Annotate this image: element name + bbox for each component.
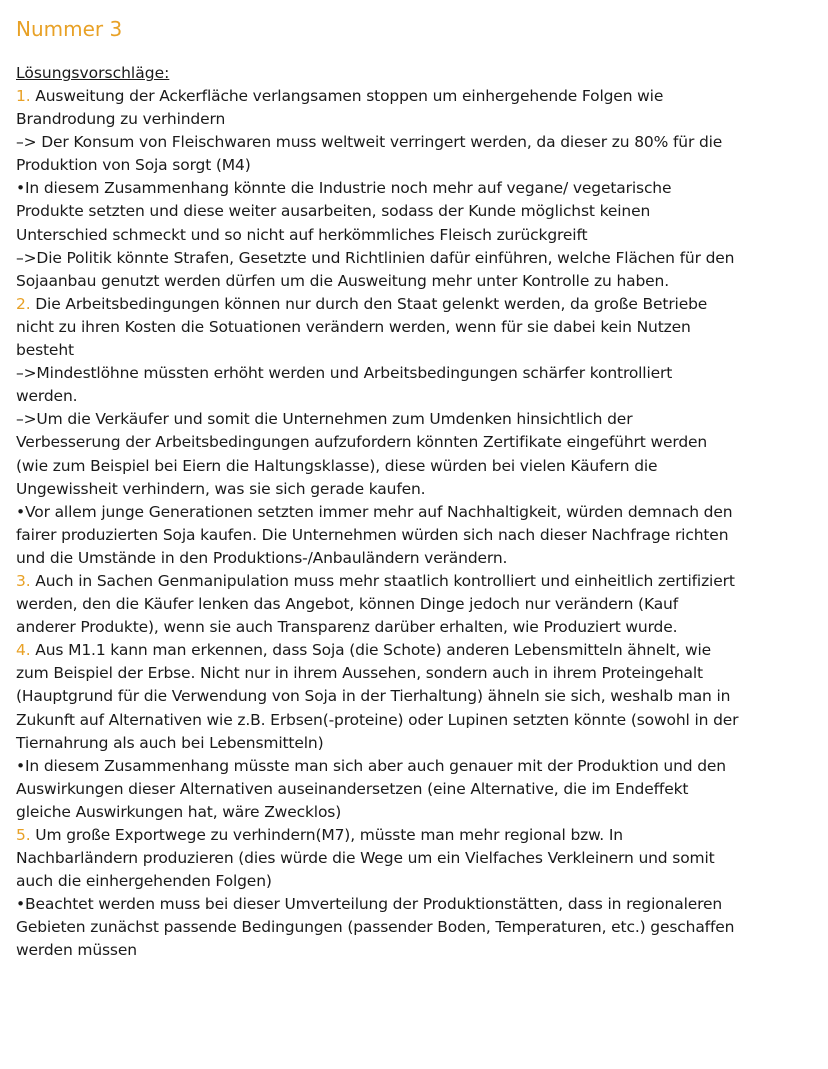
text-line	[16, 177, 816, 200]
line-text: werden.	[16, 387, 78, 406]
text-line	[16, 662, 816, 685]
line-text: fairer produzierten Soja kaufen. Die Unternehmen würden sich nach dieser Nachfrage richten	[16, 525, 729, 544]
text-line	[16, 939, 816, 962]
line-text: Gebieten zunächst passende Bedingungen (passender Boden, Temperaturen, etc.) geschaffen	[16, 918, 735, 937]
text-line	[16, 200, 816, 223]
line-text: nicht zu ihren Kosten die Sotuationen verändern werden, wenn für sie dabei kein Nutzen	[16, 317, 691, 336]
text-body	[16, 85, 816, 963]
line-text: Tiernahrung als auch bei Lebensmitteln)	[16, 733, 324, 752]
text-line	[16, 408, 816, 431]
line-text: zum Beispiel der Erbse. Nicht nur in ihrem Aussehen, sondern auch in ihrem Proteingehalt	[16, 664, 703, 683]
line-text: Um große Exportwege zu verhindern(M7), müsste man mehr regional bzw. In	[30, 826, 623, 844]
line-text: –>Mindestlöhne müssten erhöht werden und Arbeitsbedingungen schärfer kontrolliert	[16, 364, 673, 383]
page-title: Nummer 3	[16, 17, 123, 41]
text-line	[16, 339, 816, 362]
line-text: Aus M1.1 kann man erkennen, dass Soja (die Schote) anderen Lebensmitteln ähnelt, wie	[30, 641, 712, 660]
text-line	[16, 916, 816, 939]
text-line	[16, 801, 816, 824]
line-text: Produkte setzten und diese weiter ausarbeiten, sodass der Kunde möglichst keinen	[16, 202, 651, 221]
list-number: 3.	[16, 571, 31, 590]
line-text: •Beachtet werden muss bei dieser Umverteilung der Produktionstätten, dass in regionaleren	[16, 895, 723, 914]
text-line	[16, 501, 816, 524]
text-line	[16, 131, 816, 154]
text-line	[16, 685, 816, 708]
line-text: •In diesem Zusammenhang müsste man sich aber auch genauer mit der Produktion und den	[16, 756, 726, 775]
text-line	[16, 270, 816, 293]
text-line	[16, 847, 816, 870]
text-line	[16, 524, 816, 547]
line-text: Brandrodung zu verhindern	[16, 110, 226, 129]
line-text: Ungewissheit verhindern, was sie sich gerade kaufen.	[16, 479, 426, 498]
document-page	[16, 14, 816, 963]
line-text: Nachbarländern produzieren (dies würde die Wege um ein Vielfaches Verkleinern und somit	[16, 849, 715, 868]
list-number: 5.	[16, 826, 31, 844]
line-text: •In diesem Zusammenhang könnte die Industrie noch mehr auf vegane/ vegetarische	[16, 179, 672, 198]
text-line	[16, 431, 816, 454]
text-line	[16, 732, 816, 755]
text-line	[16, 455, 816, 478]
text-line	[16, 316, 816, 339]
line-text: –>Um die Verkäufer und somit die Unternehmen zum Umdenken hinsichtlich der	[16, 410, 633, 429]
line-text: Die Arbeitsbedingungen können nur durch den Staat gelenkt werden, da große Betriebe	[30, 294, 708, 313]
line-text: auch die einhergehenden Folgen)	[16, 872, 272, 891]
line-text: werden, den die Käufer lenken das Angebot, können Dinge jedoch nur verändern (Kauf	[16, 595, 679, 614]
line-text: besteht	[16, 341, 74, 360]
text-line	[16, 547, 816, 570]
line-text: (Hauptgrund für die Verwendung von Soja in der Tierhaltung) ähneln sie sich, weshalb man in	[16, 687, 731, 706]
line-text: –>Die Politik könnte Strafen, Gesetzte und Richtlinien dafür einführen, welche Flächen für den	[16, 248, 735, 267]
line-text: Auswirkungen dieser Alternativen auseinandersetzen (eine Alternative, die im Endeffekt	[16, 779, 689, 798]
section-subtitle: Lösungsvorschläge:	[16, 64, 170, 82]
line-text: Auch in Sachen Genmanipulation muss mehr staatlich kontrolliert und einheitlich zertifiziert	[30, 571, 735, 590]
line-text: Verbesserung der Arbeitsbedingungen aufzufordern könnten Zertifikate eingeführt werden	[16, 433, 708, 452]
line-text: werden müssen	[16, 941, 137, 960]
text-line	[16, 108, 816, 131]
text-line	[16, 247, 816, 270]
line-text: Produktion von Soja sorgt (M4)	[16, 156, 251, 175]
text-line	[16, 85, 816, 108]
text-line	[16, 478, 816, 501]
list-number: 4.	[16, 641, 31, 660]
line-text: gleiche Auswirkungen hat, wäre Zwecklos)	[16, 802, 342, 821]
text-line	[16, 616, 816, 639]
text-line	[16, 385, 816, 408]
line-text: Zukunft auf Alternativen wie z.B. Erbsen(-proteine) oder Lupinen setzten könnte (sowohl in der	[16, 710, 739, 729]
text-line	[16, 824, 816, 847]
line-text: Sojaanbau genutzt werden dürfen um die Ausweitung mehr unter Kontrolle zu haben.	[16, 271, 669, 290]
text-line	[16, 362, 816, 385]
line-text: Unterschied schmeckt und so nicht auf herkömmliches Fleisch zurückgreift	[16, 225, 588, 244]
text-line	[16, 893, 816, 916]
line-text: Ausweitung der Ackerfläche verlangsamen stoppen um einhergehende Folgen wie	[30, 87, 664, 105]
line-text: –> Der Konsum von Fleischwaren muss weltweit verringert werden, da dieser zu 80% für die	[16, 133, 723, 152]
list-number: 2.	[16, 294, 31, 313]
text-line	[16, 224, 816, 247]
text-line	[16, 755, 816, 778]
line-text: anderer Produkte), wenn sie auch Transparenz darüber erhalten, wie Produziert wurde.	[16, 618, 678, 637]
line-text: •Vor allem junge Generationen setzten immer mehr auf Nachhaltigkeit, würden demnach den	[16, 502, 733, 521]
list-number: 1.	[16, 87, 31, 105]
text-line	[16, 778, 816, 801]
text-line	[16, 293, 816, 316]
line-text: und die Umstände in den Produktions-/Anbauländern verändern.	[16, 548, 508, 567]
text-line	[16, 709, 816, 732]
text-line	[16, 570, 816, 593]
text-line	[16, 593, 816, 616]
text-line	[16, 870, 816, 893]
text-line	[16, 154, 816, 177]
text-line	[16, 639, 816, 662]
line-text: (wie zum Beispiel bei Eiern die Haltungsklasse), diese würden bei vielen Käufern die	[16, 456, 658, 475]
